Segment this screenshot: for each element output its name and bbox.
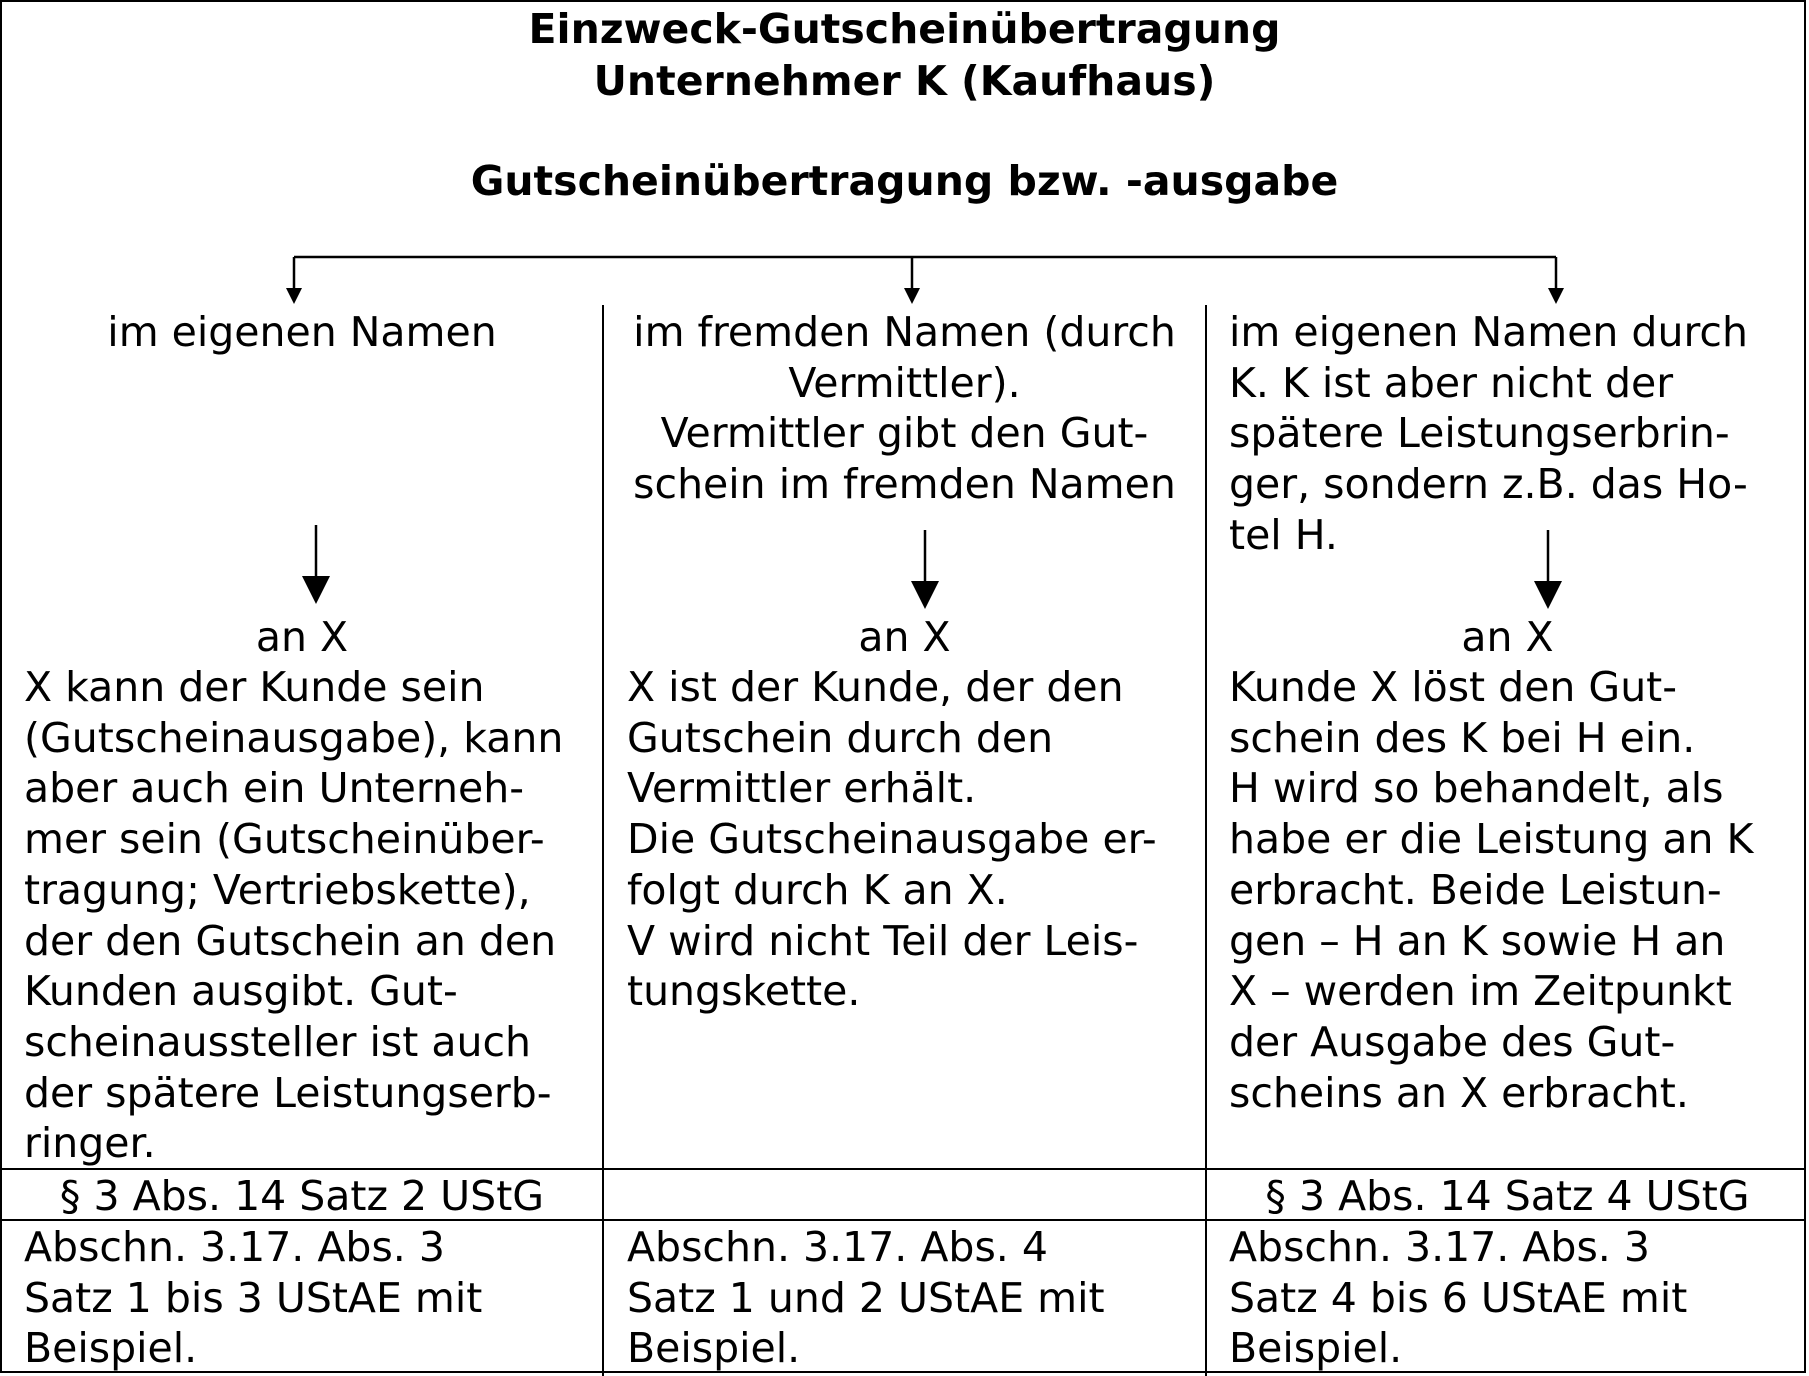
column3-law: § 3 Abs. 14 Satz 4 UStG (1265, 1172, 1750, 1220)
column-divider-1 (602, 305, 604, 1376)
column1-body: X kann der Kunde sein (Gutscheinausgabe), kann aber auch ein Unterneh- mer sein (Gutscheinüber- tragung; Vertriebskette), der den Gutschein an den Kunden ausgibt. Gut- scheinaussteller ist auch der spätere Leistungserb- ringer. (24, 663, 564, 1168)
branch-arrowhead-right (1548, 288, 1564, 304)
diagram-title: Einzweck-Gutscheinübertragung (528, 5, 1281, 53)
column3-arrowhead (1534, 581, 1562, 609)
column2-body: X ist der Kunde, der den Gutschein durch den Vermittler erhält. Die Gutscheinausgabe er- folgt durch K an X. V wird nicht Teil der Leis- tungskette. (627, 663, 1157, 1016)
column2-arrowhead (911, 581, 939, 609)
column-divider-2 (1205, 305, 1207, 1376)
column3-heading: im eigenen Namen durch K. K ist aber nicht der spätere Leistungserbrin- ger, sondern z.B. das Ho- tel H. (1229, 308, 1748, 559)
branch-arrowhead-left (286, 288, 302, 304)
column1-law: § 3 Abs. 14 Satz 2 UStG (59, 1172, 545, 1220)
column3-target: an X (1461, 613, 1554, 661)
column3-reference: Abschn. 3.17. Abs. 3 Satz 4 bis 6 UStAE mit Beispiel. (1229, 1223, 1688, 1373)
branch-arrowhead-middle (904, 288, 920, 304)
column3-body: Kunde X löst den Gut- schein des K bei H ein. H wird so behandelt, als habe er die Leistung an K erbracht. Beide Leistun- gen – H an K sowie H an X – werden im Zeitpunkt der Ausgabe des Gut- scheins an X erbracht. (1229, 663, 1754, 1117)
column1-arrowhead (302, 576, 330, 604)
diagram-title-line2: Unternehmer K (Kaufhaus) (593, 57, 1216, 105)
diagram-subtitle: Gutscheinübertragung bzw. -ausgabe (470, 157, 1339, 205)
column1-heading: im eigenen Namen (107, 308, 497, 356)
column1-target: an X (255, 613, 349, 661)
column2-reference: Abschn. 3.17. Abs. 4 Satz 1 und 2 UStAE mit Beispiel. (627, 1223, 1105, 1373)
column2-target: an X (858, 613, 951, 661)
column1-reference: Abschn. 3.17. Abs. 3 Satz 1 bis 3 UStAE mit Beispiel. (24, 1223, 483, 1373)
column2-heading: im fremden Namen (durch Vermittler). Vermittler gibt den Gut- schein im fremden Namen (633, 308, 1176, 509)
